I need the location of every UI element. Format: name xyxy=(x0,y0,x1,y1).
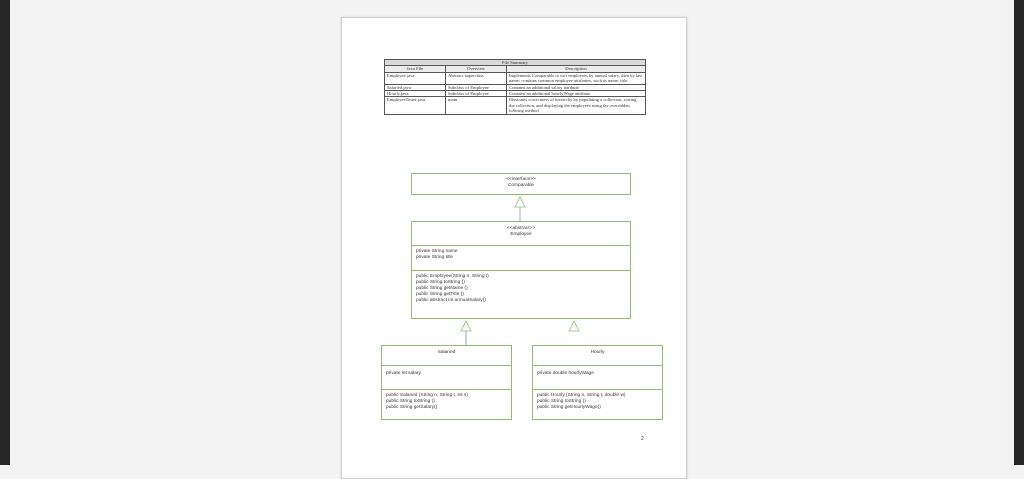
uml-employee-box xyxy=(411,221,631,319)
cell-overview: Subclass of Employee xyxy=(446,84,507,90)
realization-arrow xyxy=(512,195,528,223)
method: public String getSalary() xyxy=(386,405,438,410)
cell-description: Implements Comparable to sort employees by annual salary, then by last name; contains common employee attributes, such as name, title xyxy=(507,72,646,84)
uml-comparable-box xyxy=(411,173,631,195)
employee-name: Employee xyxy=(510,232,532,237)
employee-stereotype: <<abstract>> xyxy=(506,226,536,231)
uml-hourly-box xyxy=(532,345,663,420)
method: public abstract int annualSalary() xyxy=(416,298,486,303)
salaried-fields xyxy=(382,365,511,389)
method: public Employee(String n, String t) xyxy=(416,274,489,279)
document-page xyxy=(341,17,687,479)
inheritance-arrow-salaried xyxy=(458,319,474,346)
salaried-methods xyxy=(382,389,511,414)
method: public Salaried (String n, String t, int s) xyxy=(386,393,468,398)
summary-title: File Summary xyxy=(385,60,646,66)
cell-overview: Subclass of Employee xyxy=(446,91,507,97)
cell-file: EmployeeTester.java xyxy=(385,97,446,114)
cell-description: Illustrates correctness of hierarchy by populating a collection, sorting the collection, and displaying the employees using the overridden toString method xyxy=(507,97,646,114)
method: public String toString () xyxy=(386,399,435,404)
hourly-fields xyxy=(533,365,662,389)
field-salary: private int salary xyxy=(386,371,421,376)
salaried-name: Salaried xyxy=(437,350,456,355)
method: public String getTitle () xyxy=(416,292,464,297)
header-overview: Overview xyxy=(446,66,507,72)
comparable-name: Comparable xyxy=(507,183,535,188)
inheritance-arrow-hourly xyxy=(566,319,582,346)
hourly-methods xyxy=(533,389,662,414)
cell-file: Salaried.java xyxy=(385,84,446,90)
cell-file: Hourly.java xyxy=(385,91,446,97)
method: public String getName () xyxy=(416,286,468,291)
employee-methods xyxy=(412,270,630,307)
viewer-left-edge xyxy=(0,0,10,465)
method: public String toString () xyxy=(537,399,586,404)
field-hourly-wage: private double hourlyWage xyxy=(537,371,594,376)
method: public String getHourlyWage() xyxy=(537,405,601,410)
cell-description: Contains an additional hourlyWage attribute xyxy=(507,91,646,97)
table-row xyxy=(385,72,646,84)
uml-salaried-box xyxy=(381,345,512,420)
hourly-name: Hourly xyxy=(590,350,605,355)
cell-overview: main xyxy=(446,97,507,114)
page-number: 2 xyxy=(641,436,644,442)
employee-fields xyxy=(412,245,630,270)
comparable-stereotype: <<interface>> xyxy=(506,177,536,182)
table-row xyxy=(385,97,646,114)
field-title: private String title xyxy=(416,255,454,260)
field-name: private String name xyxy=(416,249,458,254)
cell-file: Employee.java xyxy=(385,72,446,84)
viewer-right-edge xyxy=(1014,0,1024,465)
cell-overview: Abstract superclass xyxy=(446,72,507,84)
method: public String toString () xyxy=(416,280,465,285)
header-description: Description xyxy=(507,66,646,72)
header-java-file: Java File xyxy=(385,66,446,72)
cell-description: Contains an additional salary attribute xyxy=(507,84,646,90)
method: public Hourly (String n, String t, double w) xyxy=(537,393,626,398)
file-summary-table xyxy=(384,59,646,115)
